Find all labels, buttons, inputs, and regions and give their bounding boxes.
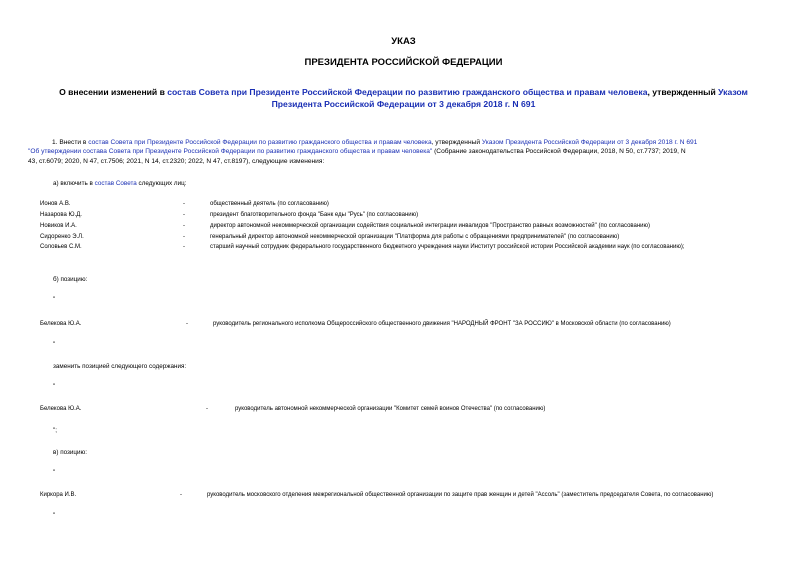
member-desc: общественный деятель (по согласованию) [210, 201, 329, 207]
heading-pre: О внесении изменений в [59, 87, 168, 97]
kirkora-desc: руководитель московского отделения межрегиональной общественной организации по защите прав женщин и детей "Ассоль" (заместитель председателя Совета, по согласованию) [207, 492, 714, 498]
heading-mid: , утвержденный [647, 87, 719, 97]
member-name: Сидоренко Э.Л. [40, 234, 84, 240]
item-a-link-council[interactable]: состав Совета [94, 180, 137, 187]
member-desc: генеральный директор автономной некоммерческой организации "Платформа для работы с обращениями предпринимателей" (по согласованию) [210, 234, 620, 240]
member-desc: старший научный сотрудник федерального государственного бюджетного учреждения науки Институт российской истории Российской академии наук (по согласованию); [210, 244, 685, 250]
member-desc: президент благотворительного фонда "Банк еды "Русь" (по согласованию) [210, 212, 419, 218]
item-a-post: следующих лиц: [136, 180, 187, 187]
member-desc: директор автономной некоммерческой организации содействия социальной интеграции инвалидов "Пространство равных возможностей" (по согласованию) [210, 223, 651, 229]
paragraph-1 [28, 138, 772, 166]
item-a-pre: а) включить в [53, 180, 95, 187]
member-name: Ионов А.В. [40, 201, 71, 207]
quote-open: " [53, 469, 56, 476]
belekova-old-desc: руководитель регионального исполкома Общероссийского общественного движения "НАРОДНЫЙ ФРОНТ "ЗА РОССИЮ" в Московской области (по согласованию) [213, 321, 671, 327]
member-name: Новиков И.А. [40, 223, 77, 229]
quote-open: " [53, 383, 56, 390]
document-heading [40, 86, 767, 110]
member-name: Соловьев С.М. [40, 244, 82, 250]
kirkora-name: Киркора И.В. [40, 492, 77, 498]
quote-close-semicolon: "; [53, 427, 57, 434]
belekova-new-desc: руководитель автономной некоммерческой организации "Комитет семей воинов Отечества" (по согласованию) [235, 406, 546, 412]
heading-link-decree-b[interactable]: Президента Российской Федерации от 3 декабря 2018 г. N 691 [271, 99, 536, 109]
paragraph-1-link-decree[interactable]: Указом Президента Российской Федерации от 3 декабря 2018 г. N 691 [481, 139, 698, 146]
member-dash: - [183, 223, 185, 229]
member-name: Назарова Ю.Д. [40, 212, 82, 218]
quote-close: " [53, 512, 56, 519]
quote-close: " [53, 341, 56, 348]
paragraph-1-link-council[interactable]: состав Совета при Президенте Российской Федерации по развитию гражданского общества и правам человека [88, 139, 432, 146]
paragraph-1-link-decree-title[interactable]: "Об утверждении состава Совета при Президенте Российской Федерации по развитию гражданского общества и правам человека" [28, 148, 433, 156]
kirkora-dash: - [180, 492, 182, 498]
item-v: в) позицию: [53, 449, 88, 456]
belekova-new-dash: - [206, 406, 208, 412]
paragraph-1-text-2: , утвержденный [431, 139, 482, 146]
member-dash: - [183, 212, 185, 218]
heading-link-decree-a[interactable]: Указом [718, 87, 748, 97]
paragraph-1-text-4: 43, ст.6079; 2020, N 47, ст.7506; 2021, N 14, ст.2320; 2022, N 47, ст.8197), следующие изменения: [28, 157, 325, 165]
member-dash: - [183, 201, 185, 207]
member-dash: - [183, 234, 185, 240]
belekova-old-dash: - [186, 321, 188, 327]
item-a [53, 180, 186, 187]
heading-link-council[interactable]: состав Совета при Президенте Российской Федерации по развитию гражданского общества и правам человека [167, 87, 648, 97]
item-b: б) позицию: [53, 276, 88, 283]
paragraph-1-text-3: (Собрание законодательства Российской Федерации, 2018, N 50, ст.7737; 2019, N [432, 148, 686, 156]
document-subtitle: ПРЕЗИДЕНТА РОССИЙСКОЙ ФЕДЕРАЦИИ [304, 57, 503, 68]
quote-open: " [53, 296, 56, 303]
replace-text: заменить позицией следующего содержания: [53, 363, 187, 370]
paragraph-1-text-1: 1. Внести в [52, 139, 89, 146]
document-title: УКАЗ [391, 36, 416, 47]
belekova-old-name: Белекова Ю.А. [40, 321, 82, 327]
member-dash: - [183, 244, 185, 250]
belekova-new-name: Белекова Ю.А. [40, 406, 82, 412]
